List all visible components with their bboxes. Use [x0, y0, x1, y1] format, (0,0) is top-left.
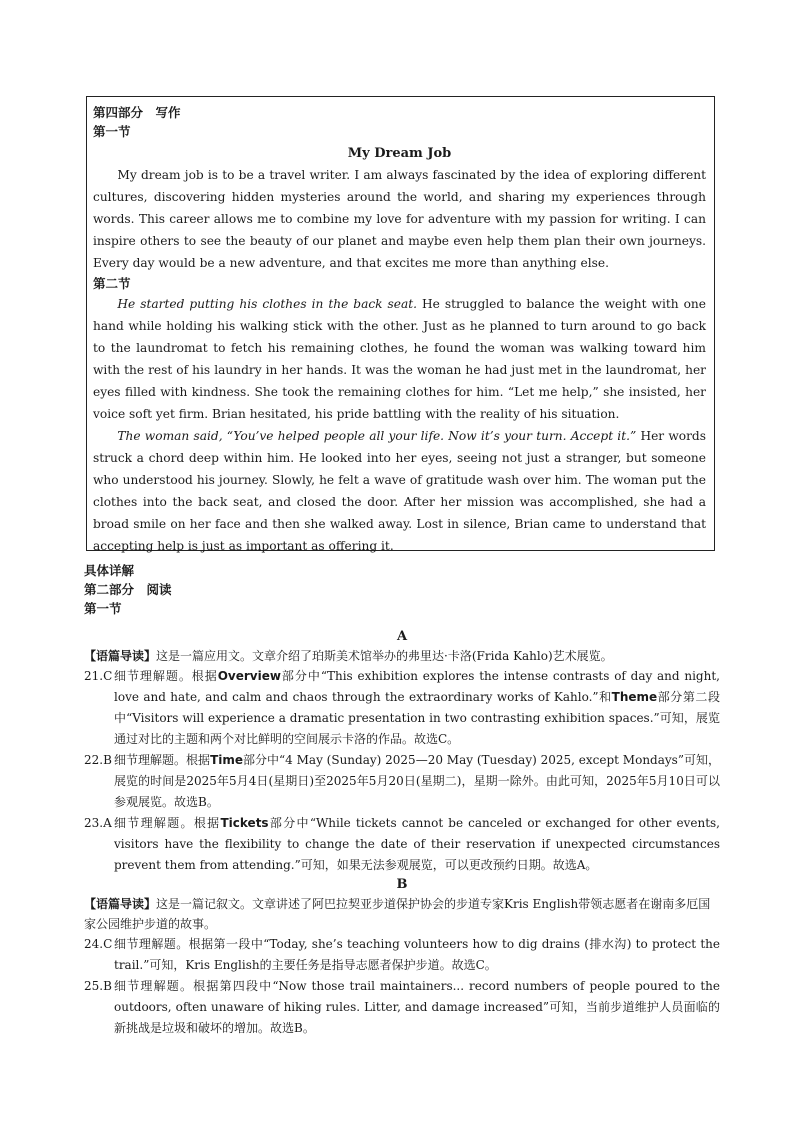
intro-label: 【语篇导读】 [84, 897, 157, 911]
passage-b-letter: B [396, 877, 408, 892]
keyword: Time [210, 753, 244, 767]
keyword: Theme [611, 690, 658, 704]
paragraph-2-text: Her words struck a chord deep within him. He looked into her eyes, seeing not just a stranger, but someone who understood his journey. Slowly, he felt a wave of gratitude wash over him. The woman put the clothes into the back seat, and closed the door. After her mission was accomplished, she had a broad smile on her face and then she walked away. Lost in silence, Brian came to understand that accepting help is just as important as offering it. [93, 429, 706, 553]
answer-22 [84, 750, 720, 813]
answer-number: 25.B [84, 979, 112, 993]
answer-text: 细节理解题。根据Time部分中“4 May (Sunday) 2025—20 May (Tuesday) 2025, except Mondays”可知，展览的时间是2025年5月4日(星期日)至2025年5月20日(星期二)，星期一除外。由此可知，2025年5月10日可以参观展览。故选B。 [114, 753, 720, 809]
answer-number: 24.C [84, 937, 113, 951]
answer-text: 细节理解题。根据第一段中“Today, she’s teaching volunteers how to dig drains (排水沟) to protect the trail.”可知，Kris English的主要任务是指导志愿者保护步道。故选C。 [114, 937, 720, 972]
answer-text: 细节理解题。根据Tickets部分中“While tickets cannot be canceled or exchanged for other events, visitors have the flexibility to change the date of their reservation if unexpected circumstances prevent them from attending.”可知，如果无法参观展览，可以更改预约日期。故选A。 [114, 816, 720, 872]
paragraph-2-lead: The woman said, “You’ve helped people all your life. Now it’s your turn. Accept it.” [117, 429, 637, 443]
essay-title: My Dream Job [347, 146, 452, 161]
answer-number: 23.A [84, 816, 112, 830]
answer-24 [84, 934, 720, 976]
continuation-body [93, 293, 706, 557]
paragraph-1-text: He struggled to balance the weight with one hand while holding his walking stick with the other. Just as he planned to turn around to go back to the laundromat to fetch his remaining clothes, he found the woman was walking toward him with the rest of his laundry in her hands. It was the woman he had just met in the laundromat, her eyes filled with kindness. She took the remaining clothes for him. “Let me help,” she insisted, her voice soft yet firm. Brian hesitated, his pride battling with the reality of his situation. [93, 297, 706, 421]
details-heading: 具体详解 [84, 563, 135, 578]
passage-b-intro [84, 894, 720, 934]
keyword: Overview [217, 669, 281, 683]
section-one-heading: 第一节 [93, 124, 131, 139]
answer-number: 22.B [84, 753, 112, 767]
answer-23 [84, 813, 720, 876]
section-two-heading: 第二节 [93, 276, 131, 291]
answer-number: 21.C [84, 669, 113, 683]
intro-label: 【语篇导读】 [84, 649, 157, 663]
answer-21 [84, 666, 720, 750]
paragraph-1-lead: He started putting his clothes in the back seat. [117, 297, 418, 311]
passage-a-intro [84, 646, 720, 666]
continuation-paragraph-2 [93, 425, 706, 557]
part-two-heading: 第二部分 阅读 [84, 582, 172, 597]
intro-text: 这是一篇应用文。文章介绍了珀斯美术馆举办的弗里达·卡洛(Frida Kahlo)艺术展览。 [156, 649, 613, 663]
writing-section-box [86, 96, 715, 551]
part-four-heading: 第四部分 写作 [93, 105, 181, 120]
passage-a-letter: A [396, 629, 408, 644]
continuation-paragraph-1 [93, 293, 706, 425]
essay-body [93, 164, 706, 274]
details-section [84, 561, 720, 1039]
keyword: Tickets [220, 816, 269, 830]
essay-paragraph: My dream job is to be a travel writer. I am always fascinated by the idea of exploring different cultures, discovering hidden mysteries around the world, and sharing my experiences through words. This career allows me to combine my love for adventure with my passion for writing. I can inspire others to see the beauty of our planet and maybe even help them plan their own journeys. Every day would be a new adventure, and that excites me more than anything else. [93, 168, 706, 270]
answer-25 [84, 976, 720, 1039]
answer-text: 细节理解题。根据第四段中“Now those trail maintainers... record numbers of people poured to the outdoors, often unaware of hiking rules. Litter, and damage increased”可知，当前步道维护人员面临的新挑战是垃圾和破坏的增加。故选B。 [114, 979, 720, 1035]
intro-text: 这是一篇记叙文。文章讲述了阿巴拉契亚步道保护协会的步道专家Kris English带领志愿者在谢南多厄国家公园维护步道的故事。 [84, 897, 711, 931]
answer-text: 细节理解题。根据Overview部分中“This exhibition explores the intense contrasts of day and night, love and hate, and calm and chaos through the extraordinary works of Kahlo.”和Theme部分第二段中“Visitors will experience a dramatic presentation in two contrasting exhibition spaces.”可知，展览通过对比的主题和两个对比鲜明的空间展示卡洛的作品。故选C。 [114, 669, 720, 746]
details-section-one-heading: 第一节 [84, 601, 122, 616]
